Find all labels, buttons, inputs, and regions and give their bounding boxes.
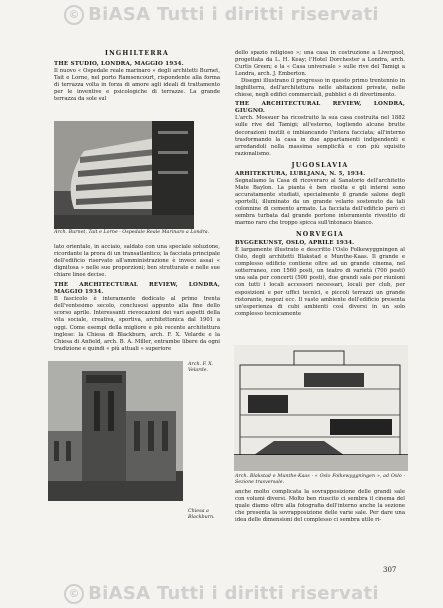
- article-heading-review-may: THE ARCHITECTURAL REVIEW, LONDRA, MAGGIO 1934.: [54, 282, 220, 296]
- photo-hospital-image: [54, 121, 194, 229]
- drawing-cross-section-caption: Arch. Blakstad e Munthe-Kaas · « Oslo Folkewyggningen », ad Oslo · Sezione trasversale.: [235, 474, 405, 485]
- left-column-middle: [54, 244, 220, 353]
- article-body-review-may-cont: dello spazio religioso »; una casa in costruzione a Liverpool, progettata da L. H. Keay; l'Hotel Dorchester a Londra, arch. Curtis Green; e la « Casa universale » sulle rive del Tamigi a Londra, arch. J. Emberton.: [235, 50, 405, 78]
- article-body-byggekunst: È largamente illustrato e descritto l'Oslo Folkewyggningen al Oslo, degli architetti Blakstad e Munthe-Kaas. Il grande e complesso edificio contiene oltre ad un grande cinema, nel sotterraneo, con 1560 posti, un teatro di varietà (700 posti) una sala per concerti (500 posti), due grandi sale per riunioni con tutti i locali accessori necessari, locali per club, per esposizioni e per uffici tecnici, e piccoli terrazzi un grande ristorante, negozi ecc. Il vasto ambiente dell'edificio presenta un'esperienza di cubi ambienti così diversi in un solo complesso tecnicamente: [235, 247, 405, 317]
- drawing-cross-section: [234, 345, 408, 471]
- right-column-bottom: [235, 489, 405, 524]
- article-heading-byggekunst: BYGGEKUNST, OSLO, APRILE 1934.: [235, 240, 355, 247]
- copyright-icon: ©: [64, 584, 84, 604]
- photo-church-location-caption: Chiesa a Blackburn.: [188, 509, 215, 520]
- article-heading-review-june: THE ARCHITECTURAL REVIEW, LONDRA, GIUGNO.: [235, 101, 405, 115]
- page-number: 307: [383, 566, 397, 574]
- photo-church-architect-caption: Arch. F. X. Velarde.: [188, 362, 214, 373]
- article-body-studio-cont: lato orientale, in acciaio, saldato con una speciale soluzione, ricordante la prora di un transatlantico; la facciata principale dell'edificio riservato all'amministrazione è invece assai « dignitosa » nelle sue proporzioni; ben strutturate e nelle sue chiare linee decise.: [54, 244, 220, 279]
- article-heading-studio: THE STUDIO, LONDRA, MAGGIO 1934.: [54, 61, 184, 68]
- article-body-arhitektura: Segnaliamo la Casa di ricoveraro al Sanatorio dell'architetto Mate Baylon. La pianta è ben risolta e gli interni sono accuratamente studiati, specialmente il grande salone degli sportelli, illuminato da un grande velario sostenuto da tali colonnine di cemento armato. La facciata dell'edificio però ci sembra turbata dal grande portone interamente rivestito di marmo raro che troppo spicca sull'intonaco bianco.: [235, 177, 405, 227]
- article-body-review-june: L'arch. Mossuer ha ricostruito la sua casa costruita nel 1882 sulle rive del Tamigi; all'esterno, togliendo alcune brutte decorazioni inutili e imbiancando l'intera facciata; all'interno trasformando la casa in due appartamenti indipendenti e arredandoli nella massima semplicità e con più squisito razionalismo.: [235, 115, 405, 157]
- watermark-bottom: © BiASA Tutti i diritti riservati: [0, 583, 443, 604]
- photo-church-image: [48, 361, 183, 501]
- article-body-review-may-drawings: Disegni illustrano il progresso in questo primo trentennio in Inghilterra, dell'architettura nelle abitazioni private, nelle chiese, negli edifici commerciali, pubblici e di divertimento.: [235, 78, 405, 99]
- section-title-jugoslavia: JUGOSLAVIA: [291, 161, 349, 169]
- photo-hospital-caption: Arch. Burnet, Tait e Lorne · Ospedale Reale Marinaro a Londra.: [54, 230, 210, 235]
- watermark-top: © BiASA Tutti i diritti riservati: [0, 4, 443, 25]
- right-column-top: [235, 50, 405, 318]
- photo-hospital: [54, 121, 194, 229]
- section-title-norvegia: NORVEGIA: [295, 231, 345, 239]
- article-body-byggekunst-cont: anche molto complicata la sovrapposizione delle grandi sale con volumi diversi. Molto ben riuscito ci sembra il cinema del quale diamo oltre alla fotografia dell'interno anche la sezione che presenta la sovrapposizione delle varie sale. Per dare una idea delle dimensioni del complesso ci sembra utile ri-: [235, 489, 405, 524]
- copyright-icon: ©: [64, 5, 84, 25]
- left-column-top: [54, 50, 220, 103]
- drawing-cross-section-image: [234, 345, 408, 471]
- photo-church: [48, 361, 183, 501]
- article-heading-arhitektura: ARHITEKTURA, LUBLJANA, N. 5, 1934.: [235, 170, 366, 177]
- article-body-studio: Il nuovo « Ospedale reale marinaro » degli architetti Burnet, Tait e Lorne, nel porto Ramsencourt, rispondente alla forma di terrazza volta in forza di amore agli ideali di trattamento per le inventive e psicologiche di terrazze. La grande terrazza da sole sul: [54, 68, 220, 103]
- article-body-review-may: Il fascicolo è interamente dedicato al primo trenta dell'ventesimo secolo, conclusosi appunto alla fine dello scorso aprile. Interessanti rievocazioni dei vari aspetti della vita sociale, creativa, sportiva, architettonica dal 1901 a oggi. Come esempi della migliore e più recente architettura inglese: la Chiesa di Blackburn, arch. F. X. Velarde e la Chiesa di Anfield, arch. B. A. Miller, entrambe libere da ogni tradizione e quindi « più attuali » superiore: [54, 296, 220, 352]
- section-title-inghilterra: INGHILTERRA: [104, 50, 170, 57]
